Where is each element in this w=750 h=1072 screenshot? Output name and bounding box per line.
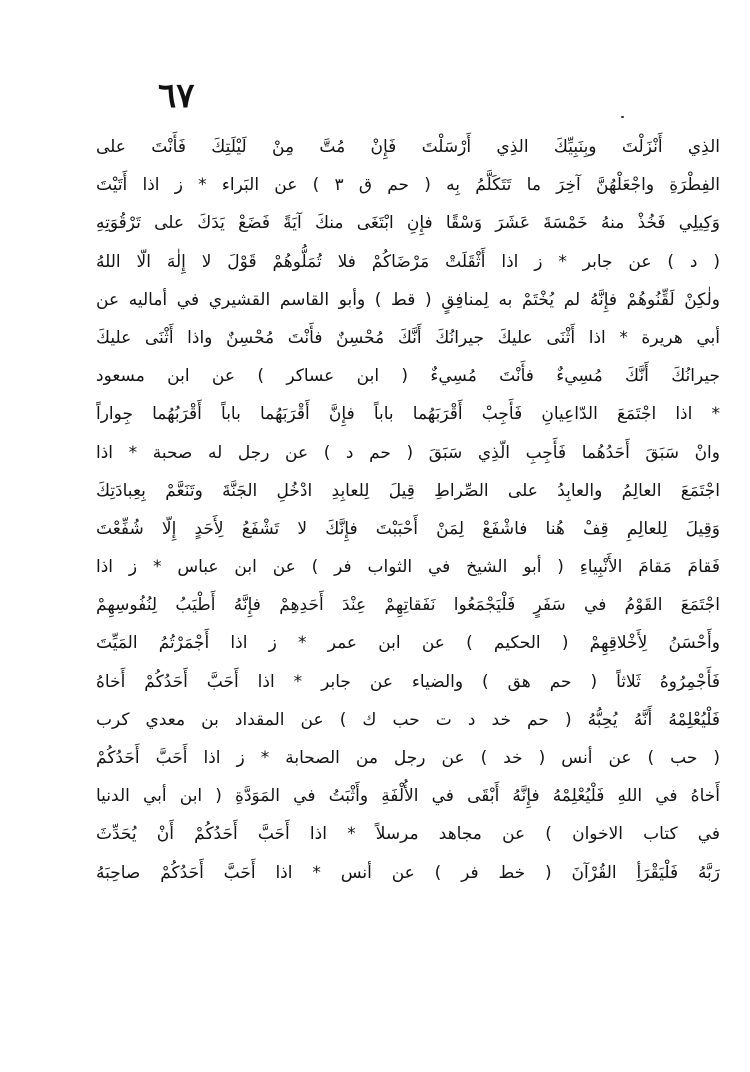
ink-speck xyxy=(621,116,624,118)
text-line: ولٰكِنْ لَقِّنُوهُمْ فإِنَّهُ لم يُخْتَمْ به لِمنافِقٍ ( قط ) وأبو القاسم القشيري في أماليه عن xyxy=(96,289,720,310)
text-line: أبي هريرة * اذا أَثْنَى عليكَ جيرانُكَ أَنَّكَ مُحْسِنٌ فأَنْتَ مُحْسِنٌ واذا أَثْنَى عليكَ xyxy=(96,327,720,348)
text-line: في كتاب الاخوان ) عن مجاهد مرسلاً * اذا أَحَبَّ أَحَدُكُمْ أَنْ يُحَدِّثَ xyxy=(96,824,720,845)
text-line: وَكِيلِي فَخُذْ منهُ خَمْسَةَ عَشَرَ وَسْقًا فإِنِ ابْتَغَى منكَ آيَةً فَضَعْ يَدَكَ على تَرْقُوَتِهِ xyxy=(96,213,720,234)
page-body-text xyxy=(96,128,720,1028)
text-line: اجْتَمَعَ العالِمُ والعابِدُ على الصِّراطِ قِيلَ لِلعابِدِ ادْخُلِ الجَنَّةَ وتَنَعَّمْ بِعِبادَتِكَ xyxy=(96,480,720,501)
text-line: فَأَجْمِرُوهُ ثَلاثاً ( حم هق ) والضياء عن جابر * اذا أَحَبَّ أَحَدُكُمْ أَخاهُ xyxy=(96,671,720,692)
text-line: جيرانُكَ أَنَّكَ مُسِيءٌ فأَنْتَ مُسِيءٌ ( ابن عساكر ) عن ابن مسعود xyxy=(96,366,720,387)
text-line: أَخاهُ في اللهِ فَلْيُعْلِمْهُ فإِنَّهُ أَبْقَى في الأُلْفَةِ وأَثْبَتُ في المَوَدَّةِ ( ابن أبي الدنيا xyxy=(96,786,720,807)
text-line: فَقامَ مَقامَ الأَنْبِياءِ ( أبو الشيخ في الثواب فر ) عن ابن عباس * ز اذا xyxy=(96,557,720,578)
page-number: ٦٧ xyxy=(158,76,195,116)
text-line: وأَحْسَنُ لِأَخْلاقِهِمْ ( الحكيم ) عن ابن عمر * ز اذا أَجْمَرْتُمُ المَيِّتَ xyxy=(96,633,720,654)
text-line: وَقِيلَ لِلعالِمِ قِفْ هُنا فاشْفَعْ لِمَنْ أَحْبَبْتَ فإِنَّكَ لا تَشْفَعُ لِأَحَدٍ إِلّا شُفِّعْتَ xyxy=(96,518,720,539)
text-line: الفِطْرَةِ واجْعَلْهُنَّ آخِرَ ما تَتَكَلَّمُ بِه ( حم ق ٣ ) عن البَراء * ز اذا أَتَيْتَ xyxy=(96,175,720,196)
text-line: رَبَّهُ فَلْيَقْرَأِ القُرْآنَ ( خط فر ) عن أنس * اذا أَحَبَّ أَحَدُكُمْ صاحِبَهُ xyxy=(96,862,720,883)
text-line: اجْتَمَعَ القَوْمُ في سَفَرٍ فَلْيَجْمَعُوا نَفَقاتِهِمْ عِنْدَ أَحَدِهِمْ فإِنَّهُ أَطْيَبُ لِنُفُوسِهِمْ xyxy=(96,595,720,616)
text-line: ( حب ) عن أنس ( خد ) عن رجل من الصحابة * ز اذا أَحَبَّ أَحَدُكُمْ xyxy=(96,748,720,768)
text-line: فَلْيُعْلِمْهُ أَنَّهُ يُحِبُّهُ ( حم خد د ت حب ك ) عن المقداد بن معدي كرب xyxy=(96,709,720,730)
text-line: الذِي أَنْزَلْتَ وبِنَبِيِّكَ الذِي أَرْسَلْتَ فَإِنْ مُتَّ مِنْ لَيْلَتِكَ فَأَنْتَ على xyxy=(96,137,720,157)
text-line: وانْ سَبَقَ أَحَدُهُما فَأَجِبِ الّذِي سَبَقَ ( حم د ) عن رجل له صحبة * اذا xyxy=(96,442,720,463)
text-line: * اذا اجْتَمَعَ الدّاعِيانِ فَأَجِبْ أَقْرَبَهُما باباً فإِنَّ أَقْرَبَهُما باباً أَقْرَبُهُما جِواراً xyxy=(96,404,720,425)
text-line: ( د ) عن جابر * ز اذا أَثْقَلَتْ مَرْضَاكُمْ فلا تُمَلُّوهُمْ قَوْلَ لا إِلٰهَ الّا اللهُ xyxy=(96,251,720,272)
